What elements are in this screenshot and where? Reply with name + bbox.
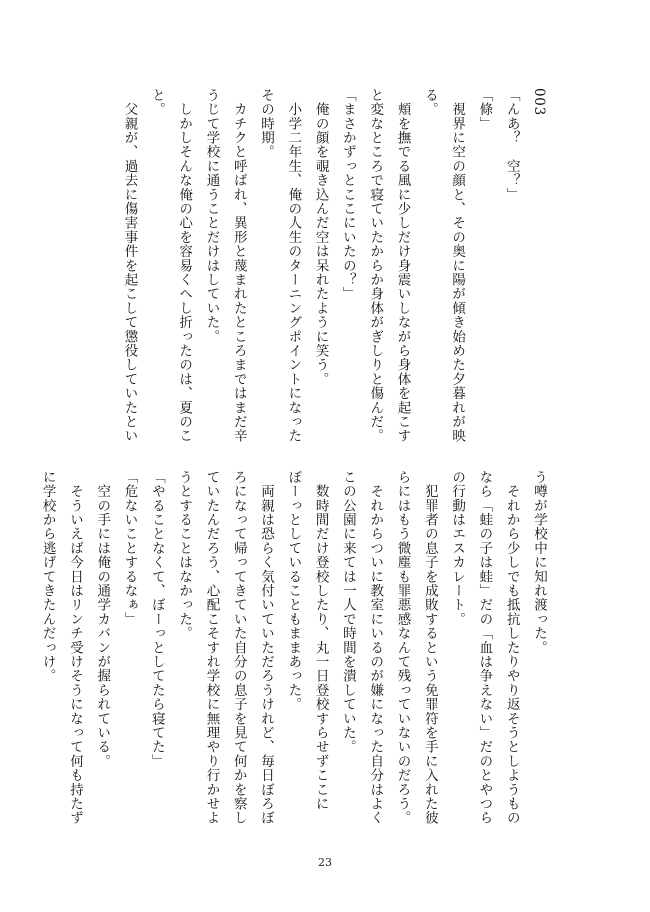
text-line: なら「蛙の子は蛙」だの「血は争えない」だのとやつら [476, 470, 493, 825]
text-line: しかしそんな俺の心を容易くへし折ったのは、夏のこ [176, 88, 193, 443]
text-line: ぼーっとしていることもままあった。 [285, 470, 302, 712]
text-line: ていたんだろう、心配こそすれ学校に無理やり行かせよ [203, 470, 220, 825]
text-line: 「條」 [476, 88, 493, 131]
lower-text-block [33, 470, 552, 840]
text-line: その時期。 [258, 88, 275, 159]
text-line: うとすることはなかった。 [176, 470, 193, 641]
text-line: と変なところで寝ていたからか身体がぎしりと傷んだ。 [367, 88, 384, 443]
text-line: 犯罪者の息子を成敗するという免罪符を手に入れた彼 [421, 470, 438, 825]
text-line: 「んあ？ 空？」 [503, 88, 520, 202]
upper-text-block [115, 88, 552, 458]
text-line: ろになって帰ってきていた自分の息子を見て何かを察し [230, 470, 247, 825]
text-line: 視界に空の顔と、その奥に陽が傾き始めた夕暮れが映 [449, 88, 466, 443]
text-line: 003 [531, 88, 547, 116]
text-line: と。 [148, 88, 165, 117]
text-line: 頬を撫でる風に少しだけ身震いしながら身体を起こす [394, 88, 411, 443]
text-line: 「危ないことするなぁ」 [121, 470, 138, 627]
text-line: カチクと呼ばれ、異形と蔑まれたところまではまだ辛 [230, 88, 247, 443]
text-line: 父親が、過去に傷害事件を起こして懲役していたとい [121, 88, 138, 443]
text-line: 空の手には俺の通学カバンが握られている。 [94, 470, 111, 769]
text-line: そういえば今日はリンチ受けそうになって何も持たず [66, 470, 83, 825]
text-line: の行動はエスカレート。 [449, 470, 466, 627]
text-line: 小学二年生、俺の人生のターニングポイントになった [285, 88, 302, 443]
text-line: 「やることなくて、ぼーっとしてたら寝てた」 [148, 470, 165, 769]
text-line: らにはもう微塵も罪悪感なんて残っていないのだろう。 [394, 470, 411, 825]
text-line: 数時間だけ登校したり、丸一日登校すらせずここに [312, 470, 329, 811]
text-line: うじて学校に通うことだけはしていた。 [203, 88, 220, 344]
text-line: に学校から逃げてきたんだっけ。 [39, 470, 56, 683]
text-line: る。 [421, 88, 438, 117]
text-line: 俺の顔を覗き込んだ空は呆れたように笑う。 [312, 88, 329, 387]
text-line: それから少しでも抵抗したりやり返そうとしようもの [503, 470, 520, 825]
text-line: この公園に来ては一人で時間を潰していた。 [339, 470, 356, 754]
text-line: 両親は恐らく気付いていただろうけれど、毎日ぼろぼ [258, 470, 275, 825]
text-line: それからついに教室にいるのが嫌になった自分はよく [367, 470, 384, 825]
page-number: 23 [318, 856, 332, 869]
text-line: 「まさかずっとここにいたの？」 [339, 88, 356, 301]
text-line: う噂が学校中に知れ渡った。 [531, 470, 547, 655]
